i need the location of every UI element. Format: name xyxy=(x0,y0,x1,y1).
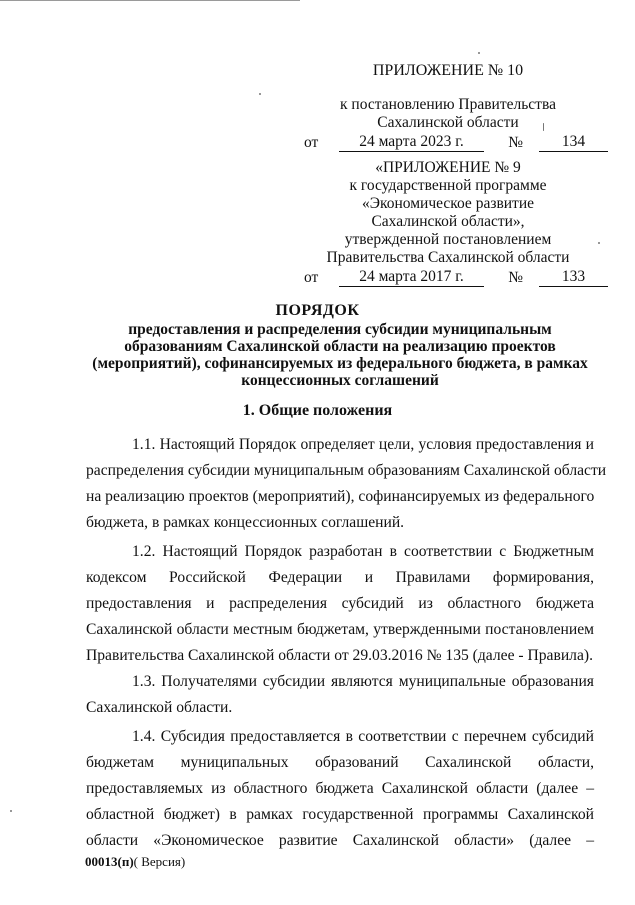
scan-speck xyxy=(478,52,480,54)
version-label: ( Версия) xyxy=(133,854,186,869)
appendix-9-title: «ПРИЛОЖЕНИЕ № 9 xyxy=(375,159,521,176)
appendix-9-line: Сахалинской области», xyxy=(371,213,525,230)
from-label: от xyxy=(304,134,319,151)
decree-number: 134 xyxy=(539,133,608,152)
scan-top-edge xyxy=(0,0,300,1)
paragraph-line: бюджета, в рамках концессионных соглашений. xyxy=(86,514,405,531)
appendix-10-block xyxy=(288,62,608,152)
paragraph-line: 1.1. Настоящий Порядок определяет цели, условия предоставления и xyxy=(132,436,594,453)
subtitle-line: образованиям Сахалинской области на реализацию проектов xyxy=(124,338,556,355)
appendix-10-line: Сахалинской области xyxy=(377,114,519,131)
paragraph-line: бюджетам муниципальных образований Сахалинской области, xyxy=(86,754,594,771)
subtitle-line: концессионных соглашений xyxy=(241,372,439,389)
scan-speck xyxy=(598,242,600,244)
decree-date: 24 марта 2023 г. xyxy=(339,133,485,152)
number-label: № xyxy=(508,134,524,151)
appendix-9-line: к государственной программе xyxy=(349,177,547,194)
paragraph-line: распределения субсидии муниципальным образованиям Сахалинской области xyxy=(86,462,607,479)
form-code: 00013(п) xyxy=(85,854,134,869)
paragraph-line: Правительства Сахалинской области от 29.03.2016 № 135 (далее - Правила). xyxy=(86,647,593,664)
appendix-9-line: утвержденной постановлением xyxy=(344,231,552,248)
appendix-9-date-line xyxy=(288,268,608,287)
section-heading: 1. Общие положения xyxy=(242,402,393,419)
number-label: № xyxy=(508,269,524,286)
appendix-10-title: ПРИЛОЖЕНИЕ № 10 xyxy=(372,62,524,79)
paragraph-line: предоставляемых из областного бюджета Сахалинской области (далее – xyxy=(86,780,594,797)
appendix-9-line: Правительства Сахалинской области xyxy=(326,249,570,266)
appendix-9-line: «Экономическое развитие xyxy=(361,195,535,212)
paragraph-line: предоставления и распределения субсидий из областного бюджета xyxy=(86,595,594,612)
paragraph-line: областной бюджет) в рамках государственной программы Сахалинской xyxy=(86,806,594,823)
from-label: от xyxy=(304,269,319,286)
appendix-10-line: к постановлению Правительства xyxy=(340,96,556,113)
paragraph-line: 1.2. Настоящий Порядок разработан в соответствии с Бюджетным xyxy=(132,543,594,560)
paragraph-line: на реализацию проектов (мероприятий), софинансируемых из федерального xyxy=(86,488,595,505)
paragraph-line: области «Экономическое развитие Сахалинской области» (далее – xyxy=(86,832,594,849)
subtitle-line: предоставления и распределения субсидии муниципальным xyxy=(128,321,552,338)
decree-date: 24 марта 2017 г. xyxy=(339,268,485,287)
document-code xyxy=(85,854,185,870)
paragraph-line: 1.3. Получателями субсидии являются муниципальные образования xyxy=(132,673,594,690)
paragraph-line: кодексом Российской Федерации и Правилами формирования, xyxy=(86,569,594,586)
scan-speck xyxy=(543,123,544,131)
document-subtitle xyxy=(40,321,635,389)
decree-number: 133 xyxy=(539,268,608,287)
paragraph-line: 1.4. Субсидия предоставляется в соответствии с перечнем субсидий xyxy=(132,728,594,745)
document-title: ПОРЯДОК xyxy=(275,302,360,319)
appendix-9-block xyxy=(288,159,608,287)
scan-speck xyxy=(259,93,261,95)
subtitle-line: (мероприятий), софинансируемых из федерального бюджета, в рамках xyxy=(92,355,588,372)
scan-speck xyxy=(10,810,12,812)
paragraph-line: Сахалинской области местным бюджетам, утвержденными постановлением xyxy=(86,621,594,638)
paragraph-line: Сахалинской области. xyxy=(86,699,233,716)
appendix-10-date-line xyxy=(288,133,608,152)
